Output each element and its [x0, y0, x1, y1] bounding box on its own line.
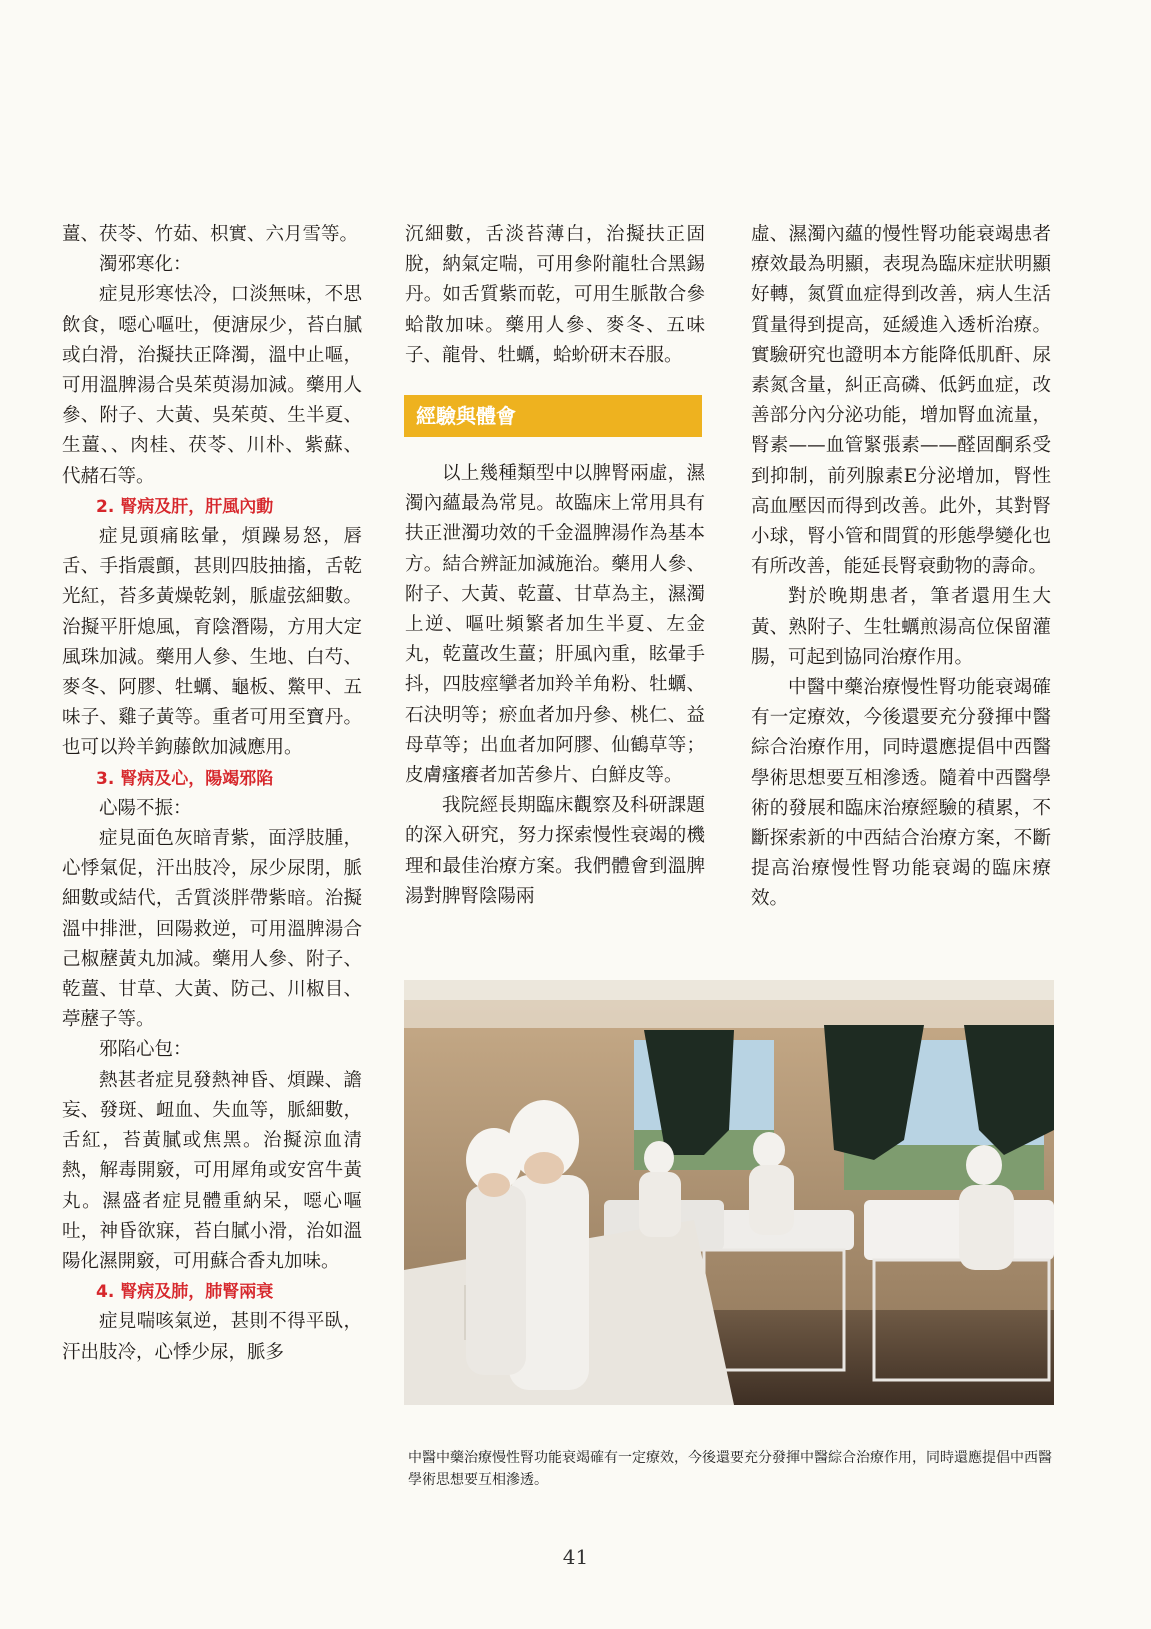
section-banner: 經驗與體會: [404, 395, 702, 437]
paragraph: 虛、濕濁內蘊的慢性腎功能衰竭患者療效最為明顯，表現為臨床症狀明顯好轉，氮質血症得到改善，病人生活質量得到提高，延緩進入透析治療。實驗研究也證明本方能降低肌酐、尿素氮含量，糾正高磷、低鈣血症，改善部分內分泌功能，增加腎血流量，腎素——血管緊張素——醛固酮系受到抑制，前列腺素E分泌增加，腎性高血壓因而得到改善。此外，其對腎小球，腎小管和間質的形態學變化也有所改善，能延長腎衰動物的壽命。: [751, 224, 1051, 578]
column-3: [751, 220, 1051, 915]
paragraph: 以上幾種類型中以脾腎兩虛，濕濁內蘊最為常見。故臨床上常用具有扶正泄濁功效的千金溫脾湯作為基本方。結合辨証加減施治。藥用人參、附子、大黃、乾薑、甘草為主，濕濁上逆、嘔吐頻繁者加生半夏、左金丸，乾薑改生薑；肝風內重，眩暈手抖，四肢痙攣者加羚羊角粉、牡蠣、石決明等；瘀血者加丹參、桃仁、益母草等；出血者加阿膠、仙鶴草等；皮膚瘙癢者加苦參片、白鮮皮等。: [405, 463, 705, 787]
column-2: [405, 220, 705, 912]
paragraph: 熱甚者症見發熱神昏、煩躁、譫妄、發斑、衄血、失血等，脈細數，舌紅，苔黃膩或焦黑。治擬涼血清熱，解毒開竅，可用犀角或安宮牛黃丸。濕盛者症見體重納呆，噁心嘔吐，神昏欲寐，苔白膩小滑，治如溫陽化濕開竅，可用蘇合香丸加味。: [62, 1069, 362, 1272]
section-heading: 3. 腎病及心，陽竭邪陷: [96, 768, 274, 789]
subheading: 心陽不振：: [99, 797, 192, 819]
page-number: 41: [562, 1545, 589, 1569]
paragraph: 沉細數，舌淡苔薄白，治擬扶正固脫，納氣定喘，可用參附龍牡合黑錫丹。如舌質紫而乾，可用生脈散合參蛤散加味。藥用人參、麥冬、五味子、龍骨、牡蠣，蛤蚧研末吞服。: [405, 224, 705, 366]
section-heading: 4. 腎病及肺，肺腎兩衰: [96, 1282, 274, 1303]
paragraph: 症見形寒怯冷，口淡無味，不思飲食，噁心嘔吐，便溏尿少，苔白膩或白滑，治擬扶正降濁，溫中止嘔，可用溫脾湯合吳茱萸湯加減。藥用人參、附子、大黃、吳茱萸、生半夏、生薑、、肉桂、茯苓、川朴、紫蘇、代赭石等。: [62, 284, 362, 487]
column-1: [62, 220, 362, 1368]
paragraph: 中醫中藥治療慢性腎功能衰竭確有一定療效，今後還要充分發揮中醫綜合治療作用，同時還應提倡中西醫學術思想要互相滲透。隨着中西醫學術的發展和臨床治療經驗的積累，不斷探索新的中西結合治療方案，不斷提高治療慢性腎功能衰竭的臨床療效。: [751, 677, 1051, 910]
hospital-ward-photo: [404, 980, 1054, 1405]
subheading: 濁邪寒化：: [99, 254, 192, 276]
photo-caption: 中醫中藥治療慢性腎功能衰竭確有一定療效，今後還要充分發揮中醫綜合治療作用，同時還應提倡中西醫學術思想要互相滲透。: [408, 1450, 1052, 1488]
paragraph: 薑、茯苓、竹茹、枳實、六月雪等。: [62, 224, 359, 245]
paragraph: 我院經長期臨床觀察及科研課題的深入研究，努力探索慢性衰竭的機理和最佳治療方案。我們體會到溫脾湯對脾腎陰陽兩: [405, 795, 705, 907]
subheading: 邪陷心包：: [99, 1039, 192, 1061]
paragraph: 對於晚期患者，筆者還用生大黃、熟附子、生牡蠣煎湯高位保留灌腸，可起到協同治療作用。: [751, 586, 1051, 668]
paragraph: 症見面色灰暗青紫，面浮肢腫，心悸氣促，汗出肢冷，尿少尿閉，脈細數或結代，舌質淡胖帶紫暗。治擬溫中排泄，回陽救逆，可用溫脾湯合己椒藶黃丸加減。藥用人參、附子、乾薑、甘草、大黃、防己、川椒目、葶藶子等。: [62, 828, 362, 1031]
paragraph: 症見頭痛眩暈，煩躁易怒，唇舌、手指震顫，甚則四肢抽搐，舌乾光紅，苔多黃燥乾剝，脈虛弦細數。治擬平肝熄風，育陰潛陽，方用大定風珠加減。藥用人參、生地、白芍、麥冬、阿膠、牡蠣、龜板、鱉甲、五味子、雞子黃等。重者可用至寶丹。也可以羚羊鉤藤飲加減應用。: [62, 526, 362, 759]
section-heading: 2. 腎病及肝，肝風內動: [96, 496, 274, 517]
paragraph: 症見喘咳氣逆，甚則不得平臥，汗出肢冷，心悸少尿，脈多: [62, 1311, 362, 1363]
